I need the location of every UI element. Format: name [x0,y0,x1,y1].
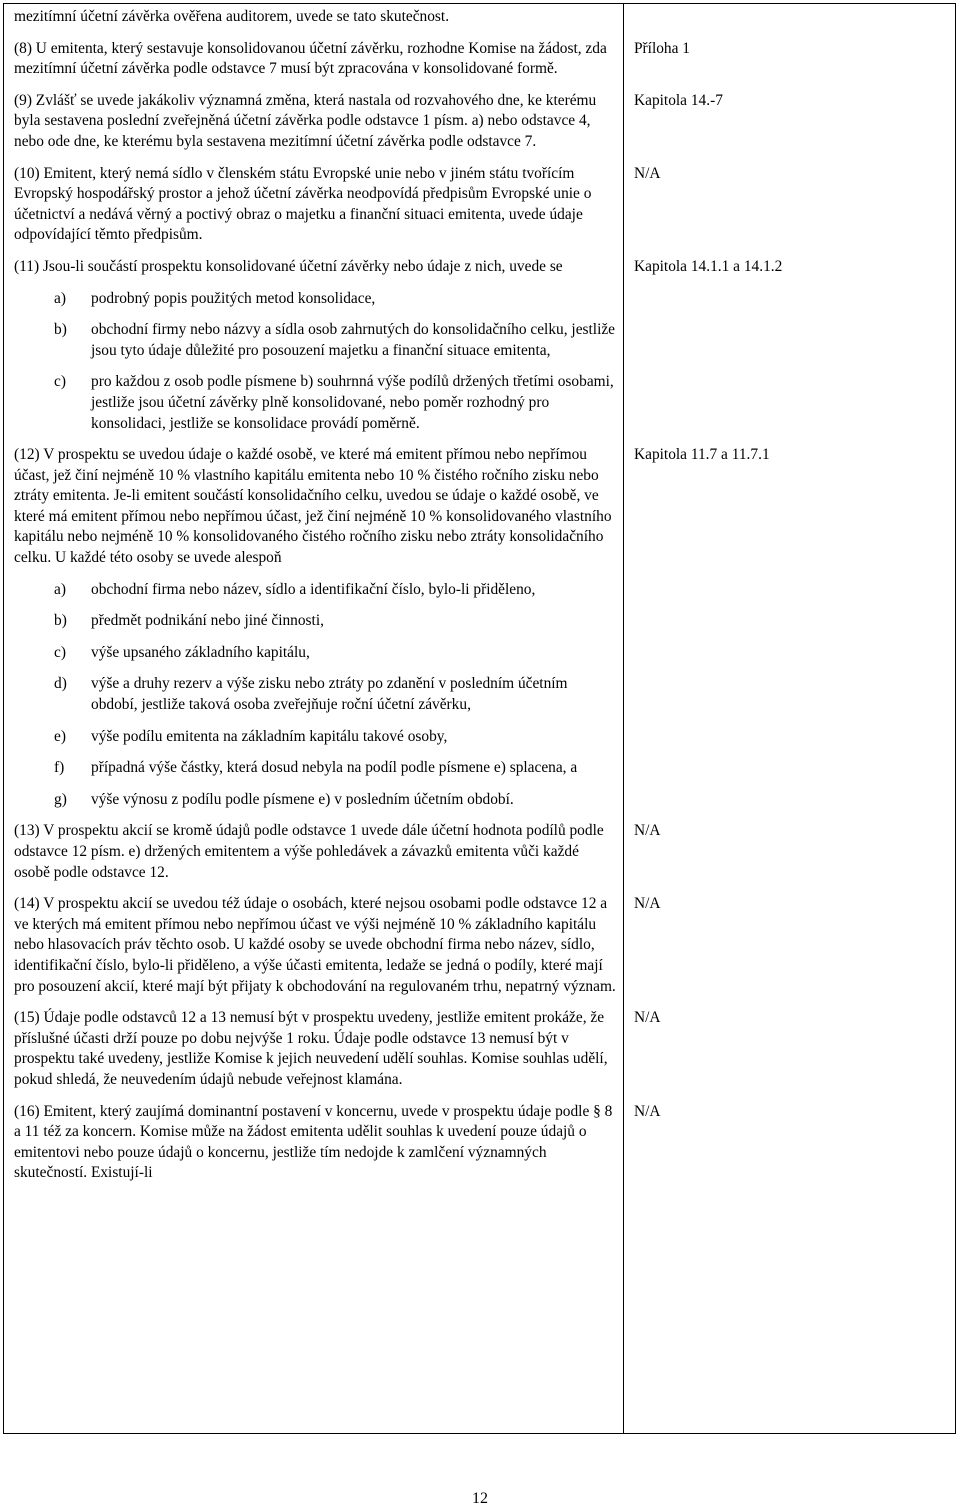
reference-paragraph-14: N/A [634,895,661,912]
paragraph-9: (9) Zvlášť se uvede jakákoliv významná změna, která nastala od rozvahového dne, ke kterému byla sestavena poslední zveřejněná účetní závěrka podle odstavce 1 písm. a) nebo odstavce 4, nebo ode dne, ke kterému byla sestavena mezitímní účetní závěrka podle odstavce 7. [14,91,597,150]
list-item [14,727,617,748]
list-text: obchodní firma nebo název, sídlo a identifikační číslo, bylo-li přiděleno, [91,580,536,598]
list-item [14,320,617,361]
list-item [14,758,617,779]
paragraph-11-list [14,289,617,435]
list-text: výše výnosu z podílu podle písmene e) v posledním účetním období. [91,790,514,808]
left-column [14,4,617,1195]
reference-paragraph-11: Kapitola 14.1.1 a 14.1.2 [634,258,783,275]
page-number: 12 [472,1490,488,1507]
paragraph-12-list [14,580,617,811]
list-letter: b) [54,612,67,630]
list-text: podrobný popis použitých metod konsolidace, [91,289,376,307]
paragraph-8: (8) U emitenta, který sestavuje konsolidovanou účetní závěrku, rozhodne Komise na žádost, zda mezitímní účetní závěrka podle odstavce 7 musí být zpracována v konsolidované formě. [14,39,607,78]
reference-paragraph-15: N/A [634,1009,661,1026]
paragraph-14: (14) V prospektu akcií se uvedou též údaje o osobách, které nejsou osobami podle odstavce 12 a ve kterých má emitent přímou nebo nepřímou účast ve výši nejméně 10 % základního kapitálu nebo hlasovacích práv těchto osob. U každé osoby se uvede obchodní firma nebo název, sídlo, identifikační číslo, bylo-li přiděleno, a výše účasti emitenta, ledaže se jedná o podíly, které mají pro posouzení akcií, které mají být přijaty k obchodování na regulovaném trhu, nepatrný význam. [14,895,616,995]
list-letter: a) [54,580,66,598]
list-item [14,790,617,811]
reference-paragraph-13: N/A [634,822,661,839]
list-text: obchodní firmy nebo názvy a sídla osob zahrnutých do konsolidačního celku, jestliže jsou tyto údaje důležité pro posouzení majetku a finanční situace emitenta, [91,321,616,359]
reference-paragraph-9: Kapitola 14.-7 [634,92,723,109]
reference-paragraph-8: Příloha 1 [634,40,691,57]
paragraph-11: (11) Jsou-li součástí prospektu konsolidované účetní závěrky nebo údaje z nich, uvede se [14,257,563,275]
list-letter: g) [54,790,67,808]
list-letter: b) [54,321,67,339]
list-letter: c) [54,373,66,391]
list-text: výše upsaného základního kapitálu, [91,643,310,661]
list-item [14,611,617,632]
list-letter: e) [54,727,66,745]
list-text: výše a druhy rezerv a výše zisku nebo ztráty po zdanění v posledním účetním období, jestliže taková osoba zveřejňuje roční účetní závěrku, [91,675,568,714]
list-item [14,674,617,715]
reference-paragraph-12: Kapitola 11.7 a 11.7.1 [634,446,770,463]
list-text: pro každou z osob podle písmene b) souhrnná výše podílů držených třetími osobami, jestliže jsou účetní závěrky plně konsolidované, nebo poměr rozhodný pro konsolidaci, jestliže se konsolidace provádí poměrně. [91,373,614,432]
paragraph-15: (15) Údaje podle odstavců 12 a 13 nemusí být v prospektu uvedeny, jestliže emitent prokáže, že příslušné účasti drží pouze po dobu nejvýše 1 roku. Údaje podle odstavce 13 nemusí být v prospektu také uvedeny, jestliže Komise k jejich neuvedení udělí souhlas. Komise souhlas udělí, pokud shledá, že neuvedením údajů nebude veřejnost klamána. [14,1009,608,1088]
reference-paragraph-16: N/A [634,1103,661,1120]
paragraph-12: (12) V prospektu se uvedou údaje o každé osobě, ve které má emitent přímou nebo nepřímou účast, jež činí nejméně 10 % vlastního kapitálu emitenta nebo 10 % čistého ročního zisku nebo ztráty emitenta. Je-li emitent součástí konsolidačního celku, uvedou se údaje o každé osobě, ve které má emitent přímou nebo nepřímou účast, jež činí nejméně 10 % konsolidovaného vlastního kapitálu nebo nejméně 10 % konsolidovaného čistého ročního zisku nebo ztráty konsolidačního celku. U každé této osoby se uvede alespoň [14,446,612,567]
list-text: výše podílu emitenta na základním kapitálu takové osoby, [91,727,448,745]
list-item [14,580,617,601]
list-text: případná výše částky, která dosud nebyla na podíl podle písmene e) splacena, a [91,759,578,777]
list-letter: a) [54,289,66,307]
list-item [14,643,617,664]
document-table [3,3,956,1434]
column-divider [623,4,624,1433]
list-letter: d) [54,675,67,693]
list-letter: c) [54,643,66,661]
paragraph-16: (16) Emitent, který zaujímá dominantní postavení v koncernu, uvede v prospektu údaje podle § 8 a 11 též za koncern. Komise může na žádost emitenta udělit souhlas k uvedení pouze údajů o emitentovi nebo pouze údajů o koncernu, jestliže tím nedojde k zamlčení významných skutečností. Existují-li [14,1102,613,1182]
list-item [14,372,617,434]
paragraph-intro: mezitímní účetní závěrka ověřena auditorem, uvede se tato skutečnost. [14,8,450,25]
list-letter: f) [54,759,65,777]
list-item [14,289,617,310]
reference-paragraph-10: N/A [634,165,661,182]
paragraph-13: (13) V prospektu akcií se kromě údajů podle odstavce 1 uvede dále účetní hodnota podílů podle odstavce 12 písm. e) držených emitentem a výše pohledávek a závazků emitenta vůči každé osobě podle odstavce 12. [14,822,604,881]
list-text: předmět podnikání nebo jiné činnosti, [91,612,324,630]
paragraph-10: (10) Emitent, který nemá sídlo v členském státu Evropské unie nebo v jiném státu tvořícím Evropský hospodářský prostor a jehož účetní závěrka neodpovídá předpisům Evropské unie o účetnictví a nedává věrný a poctivý obraz o majetku a finanční situaci emitenta, uvede údaje odpovídající těmto předpisům. [14,164,592,244]
